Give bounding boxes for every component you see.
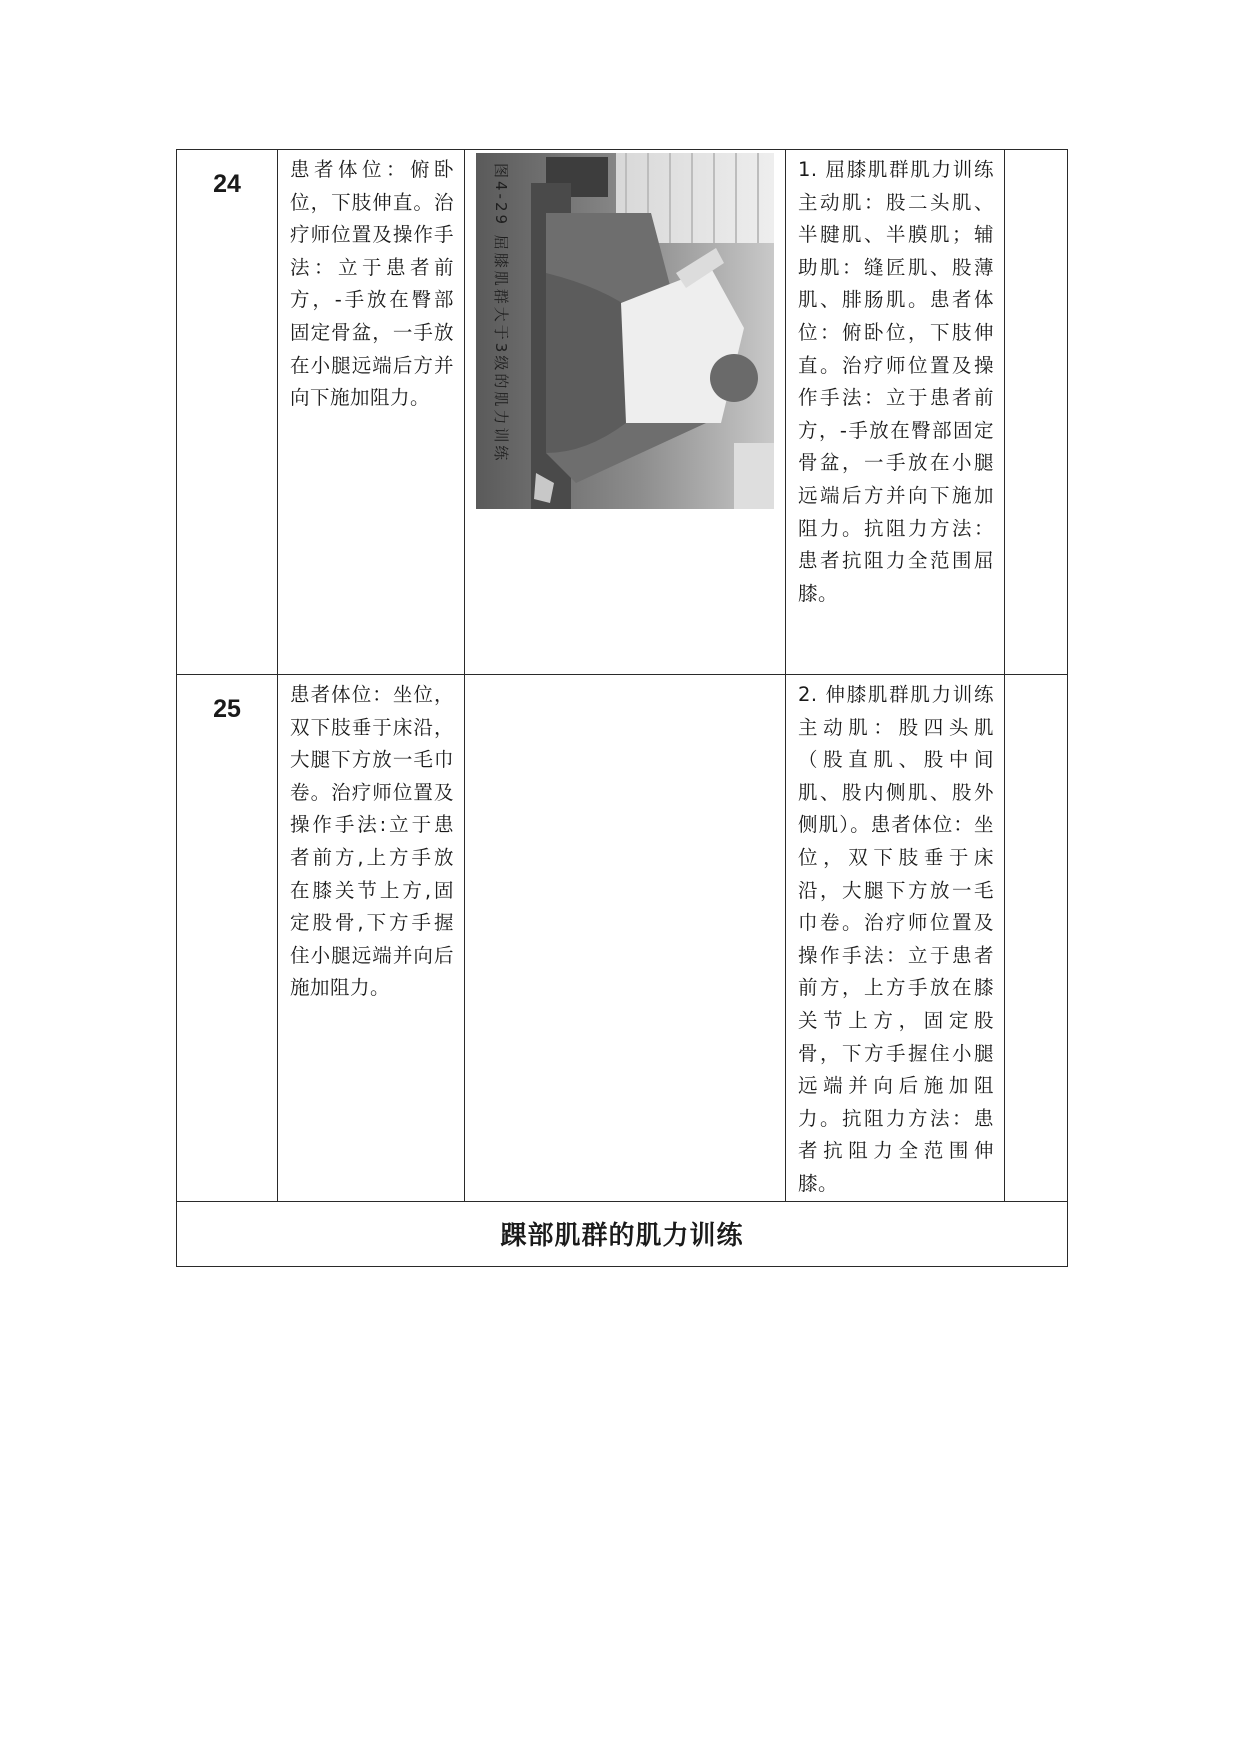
section-title-row [177, 1201, 1068, 1266]
row-number: 24 [213, 170, 241, 198]
row-number: 25 [213, 695, 241, 723]
exercise-photo [476, 153, 774, 509]
table-row [177, 150, 1068, 675]
procedure-cell [278, 675, 465, 1202]
description-cell [786, 150, 1005, 675]
blank-cell [1005, 675, 1068, 1202]
table-row [177, 675, 1068, 1202]
description-text: 2. 伸膝肌群肌力训练主动肌：股四头肌（股直肌、股中间肌、股内侧肌、股外侧肌）。患者体位：坐位，双下肢垂于床沿，大腿下方放一毛巾卷。治疗师位置及操作手法：立于患者前方，上方手放在膝关节上方，固定股骨，下方手握住小腿远端并向后施加阻力。抗阻力方法：患者抗阻力全范围伸膝。 [798, 683, 994, 1195]
row-number-cell [177, 675, 278, 1202]
description-cell [786, 675, 1005, 1202]
description-text: 1. 屈膝肌群肌力训练主动肌：股二头肌、半腱肌、半膜肌；辅助肌：缝匠肌、股薄肌、腓肠肌。患者体位：俯卧位，下肢伸直。治疗师位置及操作手法：立于患者前方，-手放在臀部固定骨盆，一手放在小腿远端后方并向下施加阻力。抗阻力方法：患者抗阻力全范围屈膝。 [798, 158, 994, 605]
blank-cell [1005, 150, 1068, 675]
figure-cell [465, 675, 786, 1202]
section-title: 踝部肌群的肌力训练 [177, 1201, 1068, 1266]
row-number-cell [177, 150, 278, 675]
figure-cell [465, 150, 786, 675]
exercise-table [176, 149, 1068, 1267]
procedure-cell [278, 150, 465, 675]
procedure-text: 患者体位：俯卧位，下肢伸直。治疗师位置及操作手法：立于患者前方，-手放在臀部固定骨盆，一手放在小腿远端后方并向下施加阻力。 [290, 158, 454, 410]
figure-caption: 图4-29 屈膝肌群大于3级的肌力训练 [492, 163, 510, 464]
procedure-text: 患者体位：坐位，双下肢垂于床沿，大腿下方放一毛巾卷。治疗师位置及操作手法:立于患者前方,上方手放在膝关节上方,固定股骨,下方手握住小腿远端并向后施加阻力。 [290, 683, 454, 1000]
